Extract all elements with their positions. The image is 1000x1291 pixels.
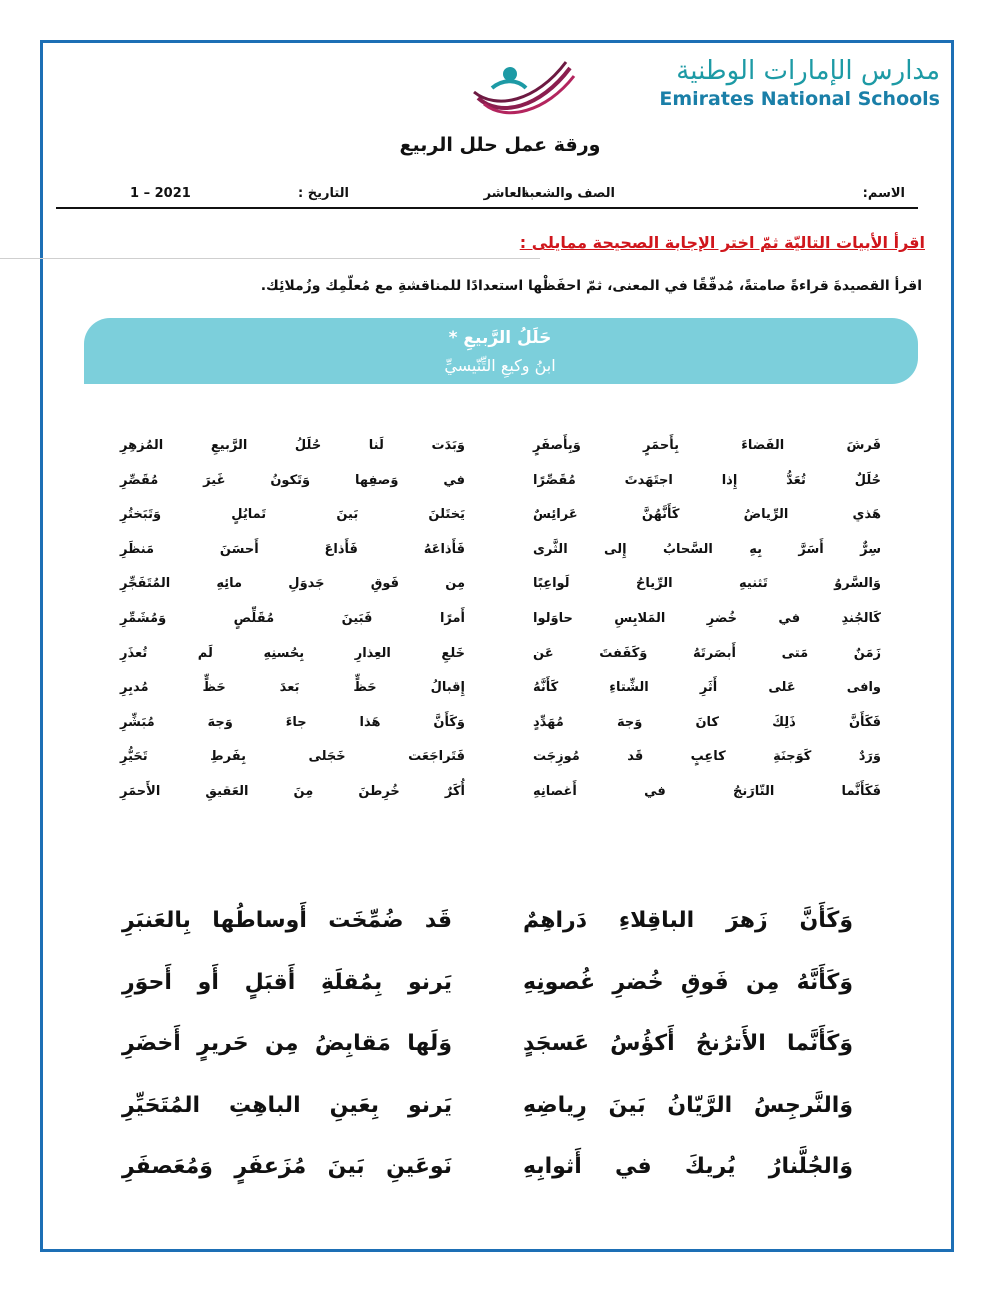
extra-verse-right-hemistich: وَالجُلَّنارُ يُريكَ في أَثوابِهِ (523, 1154, 853, 1179)
header-divider (56, 207, 918, 209)
verse-right-hemistich: كَالجُندِ في خُضرِ المَلابِسِ حاوَلوا (533, 611, 881, 626)
poem-author: ابنُ وكيعِ التِّنّيسيِّ (444, 356, 556, 375)
name-label: الاسم: (862, 186, 905, 201)
verse-right-hemistich: وَرَدٌ كَوَجنَةِ كاعِبٍ قَد مُوزِجَت (533, 749, 881, 765)
verse-left-hemistich: وَبَدَت لَنا حُلَلُ الرَّبيعِ المُزهِرِ (120, 438, 465, 453)
school-name-english: Emirates National Schools (659, 88, 940, 110)
school-logo-icon (470, 58, 580, 120)
verse-left-hemistich: فَأَذاعَهُ فَأَذاعَ أَحسَنَ مَنظَرِ (120, 541, 465, 557)
verse-left-hemistich: إِقبالُ حَظٍّ بَعدَ حَظٍّ مُدبِرِ (120, 680, 465, 696)
verse-right-hemistich: فَكَأَنَّما التّارَنجُ في أَغصانِهِ (533, 784, 881, 799)
extra-verse-left-hemistich: يَرنو بِعَينِ الباهِتِ المُتَحَيِّرِ (122, 1092, 452, 1118)
verse-left-hemistich: أَمرًا فَبَينَ مُقَلِّصٍ وَمُشَمِّرِ (120, 611, 465, 626)
verse-left-hemistich: فَتَراجَعَت خَجَلى بِفَرطِ تَحَيُّرِ (120, 749, 465, 765)
poem-title: حَلَلُ الرَّبيعِ * (448, 328, 552, 348)
verse-right-hemistich: زَمَنٌ مَتى أَبصَرتَهُ وَكَفَفتَ عَن (533, 645, 881, 661)
intro-text: اقرأ القصيدةَ قراءةً صامتةً، مُدقّقًا في المعنى، ثمّ احفَظْها استعدادًا للمناقشةِ مع مُعلّمِك وزُملائِك. (260, 278, 922, 294)
class-label: الصف والشعبة: (516, 186, 615, 201)
extra-verse-left-hemistich: يَرنو بِمُقلَةِ أَقبَلٍ أَو أَحوَرِ (122, 969, 452, 995)
extra-verse-right-hemistich: وَكَأَنَّ زَهرَ الباقِلاءِ دَراهِمٌ (523, 908, 853, 933)
verse-right-hemistich: سِرٌّ أَسَرَّ بِهِ السَّحابُ إِلى الثَّرى (533, 541, 881, 557)
verse-right-hemistich: وافى عَلى أَثَرِ الشِّتاءِ كَأَنَّهُ (533, 680, 881, 696)
extra-verse-right-hemistich: وَكَأَنَّهُ مِن فَوقِ خُضرِ غُصونِهِ (523, 969, 853, 995)
extra-verse-left-hemistich: وَلَها مَقابِضُ مِن حَريرٍ أَخضَرِ (122, 1031, 452, 1056)
extra-verse-left-hemistich: نَوعَينِ بَينَ مُزَعفَرٍ وَمُعَصفَرِ (122, 1154, 452, 1179)
extra-verse-left-hemistich: قَد ضُمِّخَت أَوساطُها بِالعَنبَرِ (122, 908, 452, 933)
verse-right-hemistich: فَرشَ الفَضاءَ بِأَحمَرٍ وَبِأَصفَرٍ (533, 438, 881, 453)
date-label: التاريخ : (298, 186, 349, 201)
verse-left-hemistich: في وَصفِها وَتَكونُ غَيرَ مُقَصِّرِ (120, 472, 465, 488)
worksheet-title: ورقة عمل حلل الربيع (399, 134, 601, 156)
verse-right-hemistich: هَذي الرِّياضُ كَأَنَّهُنَّ عَرائِسٌ (533, 507, 881, 523)
verse-right-hemistich: حُلَلٌ تُعَدُّ إِذا اجتَهَدتَ مُقَصِّرًا (533, 472, 881, 488)
verse-left-hemistich: يَختَلنَ بَينَ تَمايُلٍ وَتَبَختُرِ (120, 507, 465, 523)
school-name-arabic: مدارس الإمارات الوطنية (676, 56, 940, 86)
verse-right-hemistich: وَالسَّروُ تَثنيهِ الرِّياحُ لَواعِبًا (533, 576, 881, 592)
verse-left-hemistich: وَكَأَنَّ هَذا جاءَ وَجهَ مُبَشِّرِ (120, 714, 465, 730)
class-value: العاشر (483, 186, 526, 201)
date-value: 1 – 2021 (130, 186, 191, 201)
verse-right-hemistich: فَكَأَنَّ ذَلِكَ كانَ وَجهَ مُهَدِّدٍ (533, 714, 881, 730)
extra-verse-right-hemistich: وَكَأَنَّما الأَترُنجُ أَكؤُسُ عَسجَدٍ (523, 1031, 853, 1056)
extra-verse-right-hemistich: وَالنَّرجِسُ الرَّيّانُ بَينَ رِياضِهِ (523, 1092, 853, 1118)
verse-left-hemistich: مِن فَوقِ جَدوَلِ مائِهِ المُتَفَجِّرِ (120, 576, 465, 592)
faint-divider (0, 258, 540, 259)
instruction-text: اقرأ الأبيات التاليّة ثمّ اختر الإجابة الصحيحة ممايلى : (519, 233, 925, 252)
verse-left-hemistich: أُكَرٌ خُرِطنَ مِنَ العَقيقِ الأَحمَرِ (120, 784, 465, 799)
verse-left-hemistich: خَلعِ العِذارِ بِحُسنِهِ لَم تُعذَرِ (120, 645, 465, 661)
